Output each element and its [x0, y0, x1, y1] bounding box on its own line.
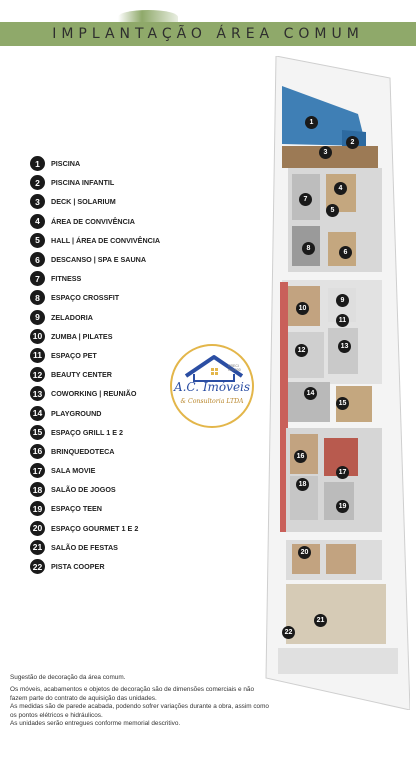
legend-item — [30, 288, 230, 307]
legend-number-badge: 21 — [30, 540, 45, 555]
notes-line: As medidas são de parede acabada, podendo sofrer variações durante a obra, assim como os pontos elétricos e hidráulicos. — [10, 703, 269, 719]
legend-item — [30, 154, 230, 173]
logo-creci: CRECI 000.000 — [228, 364, 241, 372]
legend-number-badge: 19 — [30, 501, 45, 516]
legend-number-badge: 8 — [30, 290, 45, 305]
plan-pin: 10 — [296, 302, 309, 315]
plan-pin: 20 — [298, 546, 311, 559]
plan-pin: 14 — [304, 387, 317, 400]
plan-pin: 21 — [314, 614, 327, 627]
legend-item — [30, 192, 230, 211]
notes-line: Os móveis, acabamentos e objetos de decoração são de dimensões comerciais e não fazem parte do contrato de aquisição das unidades. — [10, 686, 255, 702]
plan-pin: 2 — [346, 136, 359, 149]
legend-number-badge: 5 — [30, 233, 45, 248]
legend-number-badge: 16 — [30, 444, 45, 459]
legend-label: PISCINA INFANTIL — [51, 178, 115, 188]
legend-label: BRINQUEDOTECA — [51, 446, 115, 456]
legend-label: ZELADORIA — [51, 312, 93, 322]
page-title: IMPLANTAÇÃO ÁREA COMUM — [52, 26, 364, 42]
legend-number-badge: 15 — [30, 425, 45, 440]
legend-item — [30, 499, 230, 518]
legend-item — [30, 250, 230, 269]
site-plan-drawing — [262, 56, 410, 710]
plan-pin: 17 — [336, 466, 349, 479]
legend-label: DECK | SOLARIUM — [51, 197, 116, 207]
plan-pin: 22 — [282, 626, 295, 639]
plan-pin: 19 — [336, 500, 349, 513]
plan-pin: 6 — [339, 246, 352, 259]
legend-label: ESPAÇO GRILL 1 E 2 — [51, 427, 124, 437]
watermark-logo — [170, 344, 254, 428]
notes-line: As unidades serão entregues conforme memorial descritivo. — [10, 720, 181, 728]
legend-item — [30, 461, 230, 480]
legend-number-badge: 12 — [30, 367, 45, 382]
legend-item — [30, 327, 230, 346]
legend-number-badge: 2 — [30, 175, 45, 190]
legend-label: SALÃO DE JOGOS — [51, 485, 116, 495]
plan-pin: 5 — [326, 204, 339, 217]
notes-caption: Sugestão de decoração da área comum. — [10, 674, 126, 681]
legend-label: PISTA COOPER — [51, 562, 105, 572]
logo-name: A.C. Imóveis — [173, 380, 251, 394]
plan-pin: 1 — [305, 116, 318, 129]
plan-pin: 12 — [295, 344, 308, 357]
legend-number-badge: 22 — [30, 559, 45, 574]
plan-pin: 4 — [334, 182, 347, 195]
legend-number-badge: 20 — [30, 521, 45, 536]
legend-item — [30, 538, 230, 557]
legend-label: HALL | ÁREA DE CONVIVÊNCIA — [51, 235, 161, 245]
legend-number-badge: 3 — [30, 194, 45, 209]
legend-label: ESPAÇO PET — [51, 350, 97, 360]
legend-label: ESPAÇO CROSSFIT — [51, 293, 120, 303]
logo-subtitle: & Consultoria LTDA — [180, 398, 244, 405]
legend-number-badge: 17 — [30, 463, 45, 478]
legend-item — [30, 519, 230, 538]
legend-number-badge: 6 — [30, 252, 45, 267]
legend-item — [30, 212, 230, 231]
plan-pin: 18 — [296, 478, 309, 491]
legend-label: ZUMBA | PILATES — [51, 331, 113, 341]
legend-number-badge: 13 — [30, 386, 45, 401]
legend-label: ÁREA DE CONVIVÊNCIA — [51, 216, 135, 226]
legend-item — [30, 269, 230, 288]
legend-label: SALA MOVIE — [51, 466, 96, 476]
legend-label: PLAYGROUND — [51, 408, 102, 418]
plan-pin: 13 — [338, 340, 351, 353]
legend-number-badge: 18 — [30, 482, 45, 497]
legend-number-badge: 10 — [30, 329, 45, 344]
legend-label: SALÃO DE FESTAS — [51, 542, 118, 552]
legend-label: BEAUTY CENTER — [51, 370, 112, 380]
legend-number-badge: 9 — [30, 310, 45, 325]
plan-pin: 15 — [336, 397, 349, 410]
legend-number-badge: 4 — [30, 214, 45, 229]
plan-pin: 16 — [294, 450, 307, 463]
legend-label: ESPAÇO GOURMET 1 E 2 — [51, 523, 139, 533]
plan-pin: 8 — [302, 242, 315, 255]
legend-label: FITNESS — [51, 274, 82, 284]
legend-label: PISCINA — [51, 159, 81, 169]
legend-item — [30, 308, 230, 327]
legend-item — [30, 557, 230, 576]
legend-item — [30, 480, 230, 499]
legend-number-badge: 7 — [30, 271, 45, 286]
legend-label: COWORKING | REUNIÃO — [51, 389, 137, 399]
legend-item — [30, 231, 230, 250]
legend-label: ESPAÇO TEEN — [51, 504, 102, 514]
legend-number-badge: 1 — [30, 156, 45, 171]
legend-item — [30, 442, 230, 461]
plan-pin: 9 — [336, 294, 349, 307]
disclaimer-notes — [10, 674, 270, 728]
plan-pin: 11 — [336, 314, 349, 327]
site-plan — [262, 56, 410, 710]
plan-pin: 3 — [319, 146, 332, 159]
legend-item — [30, 173, 230, 192]
legend-number-badge: 14 — [30, 406, 45, 421]
plan-pin: 7 — [299, 193, 312, 206]
legend-label: DESCANSO | SPA E SAUNA — [51, 255, 147, 265]
legend-number-badge: 11 — [30, 348, 45, 363]
title-bar — [0, 22, 416, 46]
